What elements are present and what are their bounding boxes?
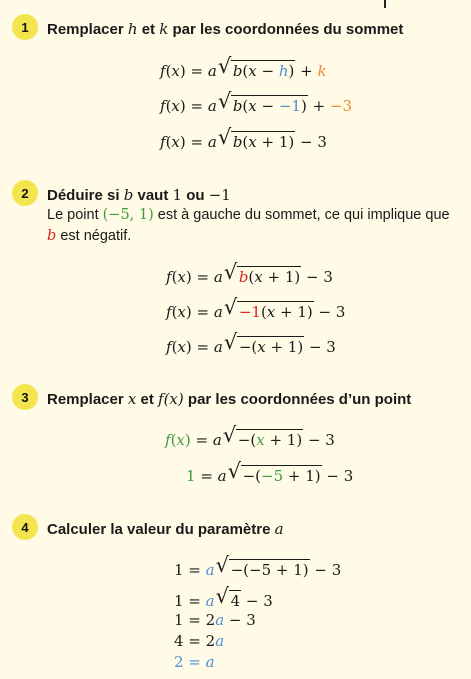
top-divider-mark	[384, 0, 386, 8]
equation-line: 2 = a	[174, 653, 215, 671]
equation-line: f(x) = a √ −1(x + 1) − 3	[166, 295, 346, 321]
equation-line: f(x) = a √ b(x + 1) − 3	[166, 260, 333, 286]
step-title: Remplacer h et k par les coordonnées du sommet	[47, 20, 404, 38]
equation-line: 1 = a √ −(−5 + 1) − 3	[174, 553, 342, 579]
step-number-badge: 3	[12, 384, 38, 410]
equation-line: f(x) = a √ −(x + 1) − 3	[166, 330, 336, 356]
step-description: Le point (−5, 1) est à gauche du sommet, ce qui implique que b est négatif.	[47, 207, 450, 244]
step-number-badge: 1	[12, 14, 38, 40]
step-number-badge: 2	[12, 180, 38, 206]
equation-line: f(x) = a √ b(x − −1) + −3	[160, 89, 353, 115]
step-title: Calculer la valeur du paramètre a	[47, 520, 284, 538]
equation-line: 4 = 2a	[174, 632, 225, 650]
step-title: Remplacer x et f(x) par les coordonnées d’un point	[47, 390, 412, 408]
equation-line: 1 = a √ −(−5 + 1) − 3	[186, 459, 354, 485]
equation-line: 1 = 2a − 3	[174, 611, 256, 629]
equation-line: f(x) = a √ b(x − h) + k	[160, 54, 327, 80]
step-number-badge: 4	[12, 514, 38, 540]
equation-line: f(x) = a √ b(x + 1) − 3	[160, 125, 327, 151]
step-title: Déduire si b vaut 1 ou −1	[47, 186, 231, 204]
equation-line: 1 = a √ 4 − 3	[174, 584, 273, 610]
equation-line: f(x) = a √ −(x + 1) − 3	[165, 423, 335, 449]
